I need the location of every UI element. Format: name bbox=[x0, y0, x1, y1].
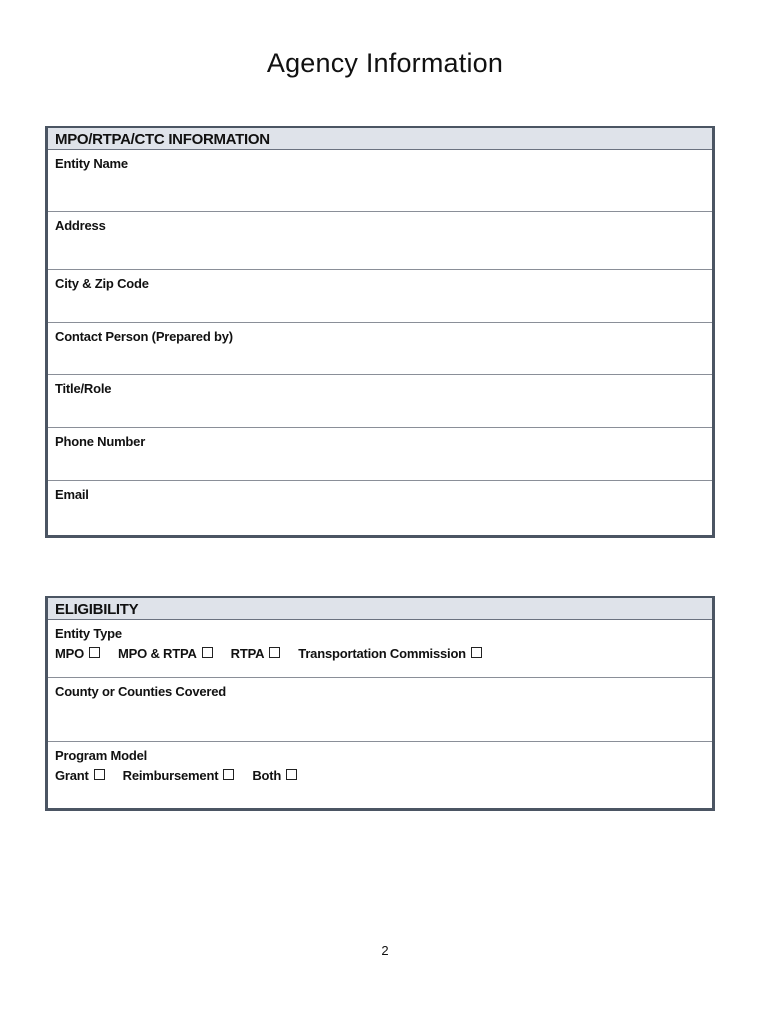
agency-info-section bbox=[45, 126, 715, 538]
field-label: Contact Person (Prepared by) bbox=[55, 329, 233, 344]
field-label: Email bbox=[55, 487, 89, 502]
page-number: 2 bbox=[381, 943, 389, 958]
option-label: MPO & RTPA bbox=[118, 646, 197, 661]
contact-person-field[interactable] bbox=[48, 323, 712, 375]
field-label: Title/Role bbox=[55, 381, 112, 396]
option-label: Reimbursement bbox=[122, 768, 219, 783]
section-header: ELIGIBILITY bbox=[48, 598, 712, 620]
field-label: Program Model bbox=[55, 748, 148, 763]
option-label: MPO bbox=[55, 646, 85, 661]
counties-covered-field[interactable] bbox=[48, 678, 712, 742]
option-both[interactable] bbox=[252, 768, 297, 783]
both-checkbox[interactable] bbox=[286, 769, 297, 780]
entity-type-options bbox=[55, 646, 705, 661]
option-grant[interactable] bbox=[55, 768, 105, 783]
program-model-options bbox=[55, 768, 705, 783]
page-title: Agency Information bbox=[266, 48, 504, 78]
city-zip-field[interactable] bbox=[48, 270, 712, 323]
rtpa-checkbox[interactable] bbox=[269, 647, 280, 658]
transportation-commission-checkbox[interactable] bbox=[471, 647, 482, 658]
reimbursement-checkbox[interactable] bbox=[223, 769, 234, 780]
eligibility-section bbox=[45, 596, 715, 811]
section-header: MPO/RTPA/CTC INFORMATION bbox=[48, 128, 712, 150]
option-mpo[interactable] bbox=[55, 646, 100, 661]
field-label: Address bbox=[55, 218, 106, 233]
grant-checkbox[interactable] bbox=[94, 769, 105, 780]
option-label: Transportation Commission bbox=[298, 646, 466, 661]
title-role-field[interactable] bbox=[48, 375, 712, 428]
mpo-rtpa-checkbox[interactable] bbox=[202, 647, 213, 658]
entity-type-field bbox=[48, 620, 712, 678]
option-reimbursement[interactable] bbox=[123, 768, 235, 783]
field-label: Phone Number bbox=[55, 434, 146, 449]
option-rtpa[interactable] bbox=[231, 646, 281, 661]
field-label: Entity Name bbox=[55, 156, 128, 171]
option-transportation-commission[interactable] bbox=[298, 646, 482, 661]
option-label: Both bbox=[252, 768, 282, 783]
entity-name-field[interactable] bbox=[48, 150, 712, 212]
phone-number-field[interactable] bbox=[48, 428, 712, 481]
option-label: RTPA bbox=[230, 646, 265, 661]
option-mpo-rtpa[interactable] bbox=[118, 646, 213, 661]
mpo-checkbox[interactable] bbox=[89, 647, 100, 658]
email-field[interactable] bbox=[48, 481, 712, 535]
option-label: Grant bbox=[55, 768, 89, 783]
field-label: City & Zip Code bbox=[55, 276, 149, 291]
program-model-field bbox=[48, 742, 712, 808]
address-field[interactable] bbox=[48, 212, 712, 270]
field-label: County or Counties Covered bbox=[55, 684, 227, 699]
field-label: Entity Type bbox=[55, 626, 122, 641]
